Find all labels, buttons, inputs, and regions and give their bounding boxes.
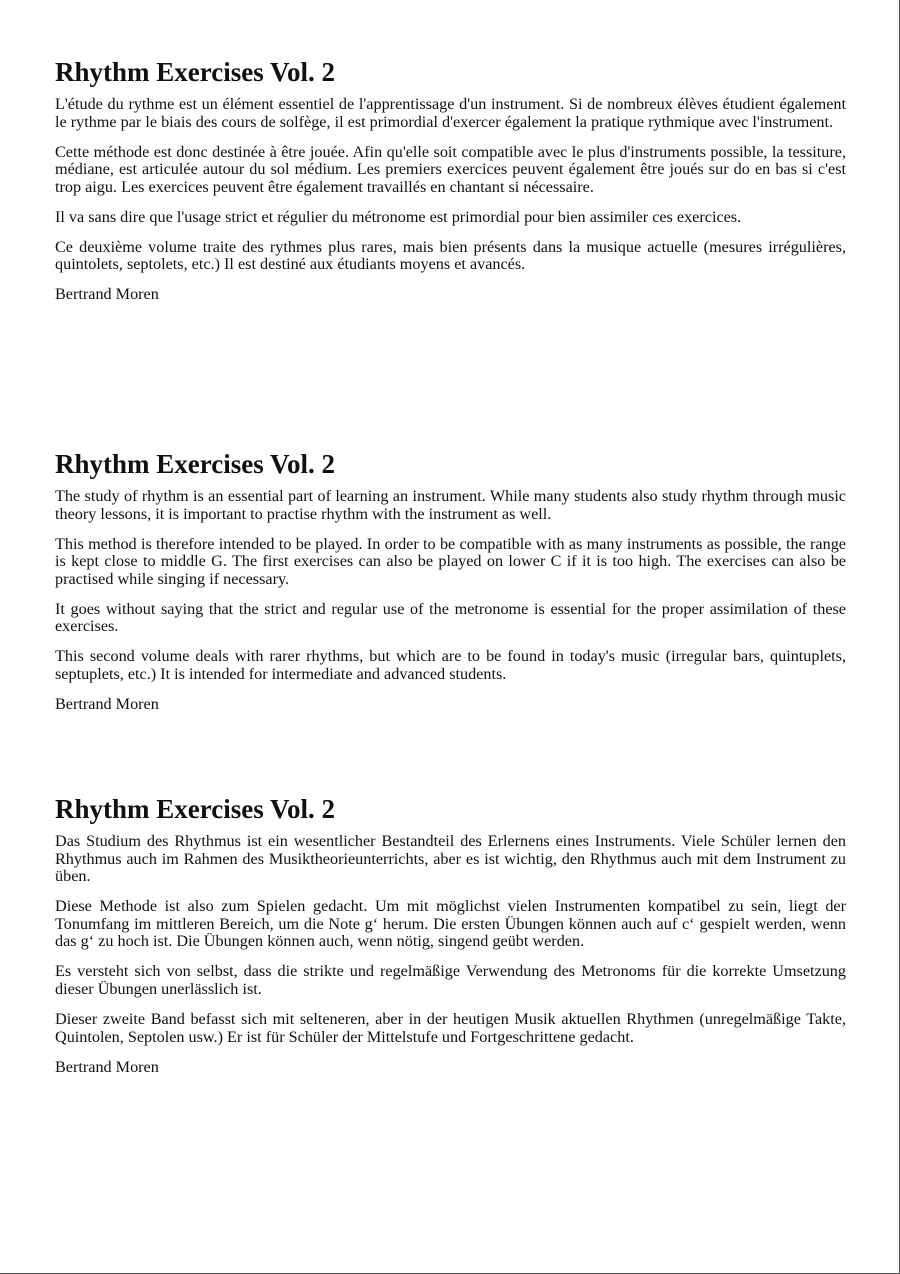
paragraph: Es versteht sich von selbst, dass die strikte und regelmäßige Verwendung des Metronoms für die korrekte Umsetzung dieser Übungen unerlässlich ist. xyxy=(55,962,846,998)
paragraph: Das Studium des Rhythmus ist ein wesentlicher Bestandteil des Erlernens eines Instruments. Viele Schüler lernen den Rhythmus auch im Rahmen des Musiktheorieunterrichts, aber es ist wichtig, den Rhythmus auch mit dem Instrument zu üben. xyxy=(55,832,846,886)
paragraph: Dieser zweite Band befasst sich mit selteneren, aber in der heutigen Musik aktuellen Rhythmen (unregelmäßige Takte, Quintolen, Septolen usw.) Er ist für Schüler der Mittelstufe und Fortgeschrittene gedacht. xyxy=(55,1009,846,1046)
section-title: Rhythm Exercises Vol. 2 xyxy=(55,449,336,479)
paragraph: The study of rhythm is an essential part of learning an instrument. While many students also study rhythm through music theory lessons, it is important to practise rhythm with the instrument as well. xyxy=(55,487,846,523)
section-french xyxy=(55,57,846,316)
paragraph: Cette méthode est donc destinée à être jouée. Afin qu'elle soit compatible avec le plus d'instruments possible, la tessiture, médiane, est articulée autour du sol médium. Les premiers exercices peuvent également être joués sur do en bas si c'est trop aigu. Les exercices peuvent être également travaillés en chantant si nécessaire. xyxy=(55,142,846,196)
author-signature: Bertrand Moren xyxy=(55,285,159,304)
section-german xyxy=(55,794,846,1088)
paragraph: Il va sans dire que l'usage strict et régulier du métronome est primordial pour bien assimiler ces exercices. xyxy=(55,207,742,226)
section-title: Rhythm Exercises Vol. 2 xyxy=(55,794,336,824)
paragraph: This method is therefore intended to be played. In order to be compatible with as many instruments as possible, the range is kept close to middle G. The first exercises can also be played on lower C if it is too high. The exercises can also be practised while singing if necessary. xyxy=(55,534,846,588)
section-english xyxy=(55,449,846,726)
paragraph: L'étude du rythme est un élément essentiel de l'apprentissage d'un instrument. Si de nombreux élèves étudient également le rythme par le biais des cours de solfège, il est primordial d'exercer également la pratique rythmique avec l'instrument. xyxy=(55,95,846,131)
author-signature: Bertrand Moren xyxy=(55,1057,159,1076)
paragraph: Ce deuxième volume traite des rythmes plus rares, mais bien présents dans la musique actuelle (mesures irrégulières, quintolets, septolets, etc.) Il est destiné aux étudiants moyens et avancés. xyxy=(55,237,846,274)
paragraph: Diese Methode ist also zum Spielen gedacht. Um mit möglichst vielen Instrumenten kompatibel zu sein, liegt der Tonumfang im mittleren Bereich, um die Note g‘ herum. Die ersten Übungen können auch auf c‘ gespielt werden, wenn das g‘ zu hoch ist. Die Übungen können auch, wenn nötig, singend geübt werden. xyxy=(55,897,846,951)
paragraph: This second volume deals with rarer rhythms, but which are to be found in today's music (irregular bars, quintuplets, septuplets, etc.) It is intended for intermediate and advanced students. xyxy=(55,647,846,683)
paragraph: It goes without saying that the strict and regular use of the metronome is essential for the proper assimilation of these exercises. xyxy=(55,599,846,636)
author-signature: Bertrand Moren xyxy=(55,694,159,713)
section-title: Rhythm Exercises Vol. 2 xyxy=(55,57,336,87)
